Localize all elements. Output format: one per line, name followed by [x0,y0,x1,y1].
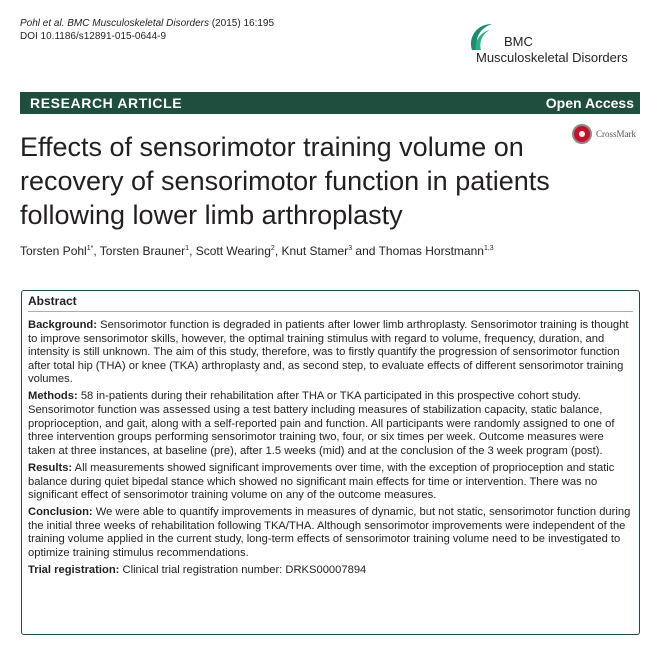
author-4[interactable]: Knut Stamer$^3$ [281,244,353,258]
abstract-conclusion: Conclusion: We were able to quantify improvements in measures of dynamic, but not static, sensorimotor function during the initial three weeks of rehabilitation following TKA/THA. Although sensorimotor improvements were independent of the training volume applied in the current study, long-term effects of sensorimotor training volume need to be investigated to optimize training stimulus recommendations. [28,506,631,559]
citation-doi: DOI 10.1186/s12891-015-0644-9 [20,31,167,42]
article-type: RESEARCH ARTICLE [30,95,183,111]
author-2[interactable]: Torsten Brauner$^1$ [99,244,190,258]
abstract-trial-registration: Trial registration: Clinical trial registration number: DRKS00007894 [28,564,367,577]
abstract-body [28,319,632,581]
citation-line [20,17,274,30]
abstract-divider [28,311,633,312]
citation-journal: BMC Musculoskeletal Disorders [67,18,209,29]
citation-year-volume: (2015) 16:195 [211,18,275,29]
abstract-methods: Methods: 58 in-patients during their rehabilitation after THA or TKA participated in this prospective cohort study. Sensorimotor function was assessed using a test battery including measures of stabilization capacity, static balance, proprioception, and gait, along with a self-reported pain and function. All participants were randomly assigned to one of three intervention groups performing sensorimotor training two, four, or six times per week. Outcome measures were taken at three instances, at baseline (pre), after 1.5 weeks (mid) and at the conclusion of the 3 week program (post). [28,390,615,457]
abstract-results: Results: All measurements showed significant improvements over time, with the exception of proprioception and static balance during quiet bipedal stance which showed no significant main effects for time or intervention. There was no significant effect of sensorimotor training volume on any of the outcome measures. [28,461,615,502]
author-3[interactable]: Scott Wearing$^2$ [195,244,275,258]
open-access-label: Open Access [545,95,634,111]
journal-brand [466,20,646,70]
abstract-heading: Abstract [28,294,77,308]
crossmark-label: CrossMark [596,129,636,139]
abstract-box [21,290,640,635]
brand-journal: Musculoskeletal Disorders [476,50,628,65]
article-title: Effects of sensorimotor training volume on recovery of sensorimotor function in patients following lower limb arthroplasty [20,132,550,230]
author-5[interactable]: Thomas Horstmann$^{1,3}$ [378,244,494,258]
article-banner [20,92,640,114]
crossmark-badge[interactable] [572,124,652,146]
citation [20,17,274,43]
abstract-background: Background: Sensorimotor function is degraded in patients after lower limb arthroplasty. Sensorimotor training is thought to improve sensorimotor skills, however, the optimal training stimulus with regard to volume, frequency, duration, and intensity is still unknown. The aim of this study, therefore, was to firstly quantify the progression of sensorimotor function after total hip (THA) or knee (TKA) arthroplasty and, as second step, to evaluate effects of different sensorimotor training volumes. [28,319,629,386]
citation-authors: Pohl et al. [20,18,65,29]
crossmark-icon [572,124,592,144]
bmc-swoosh-icon [466,20,506,54]
author-1[interactable]: Torsten Pohl$^{1*}$ [20,244,94,258]
brand-name: BMC [504,34,533,49]
author-list: Torsten Pohl$^{1*}$, Torsten Brauner$^1$, Scott Wearing$^2$, Knut Stamer$^3$ and Thomas Horstmann$^{1,3}$ [20,244,494,258]
